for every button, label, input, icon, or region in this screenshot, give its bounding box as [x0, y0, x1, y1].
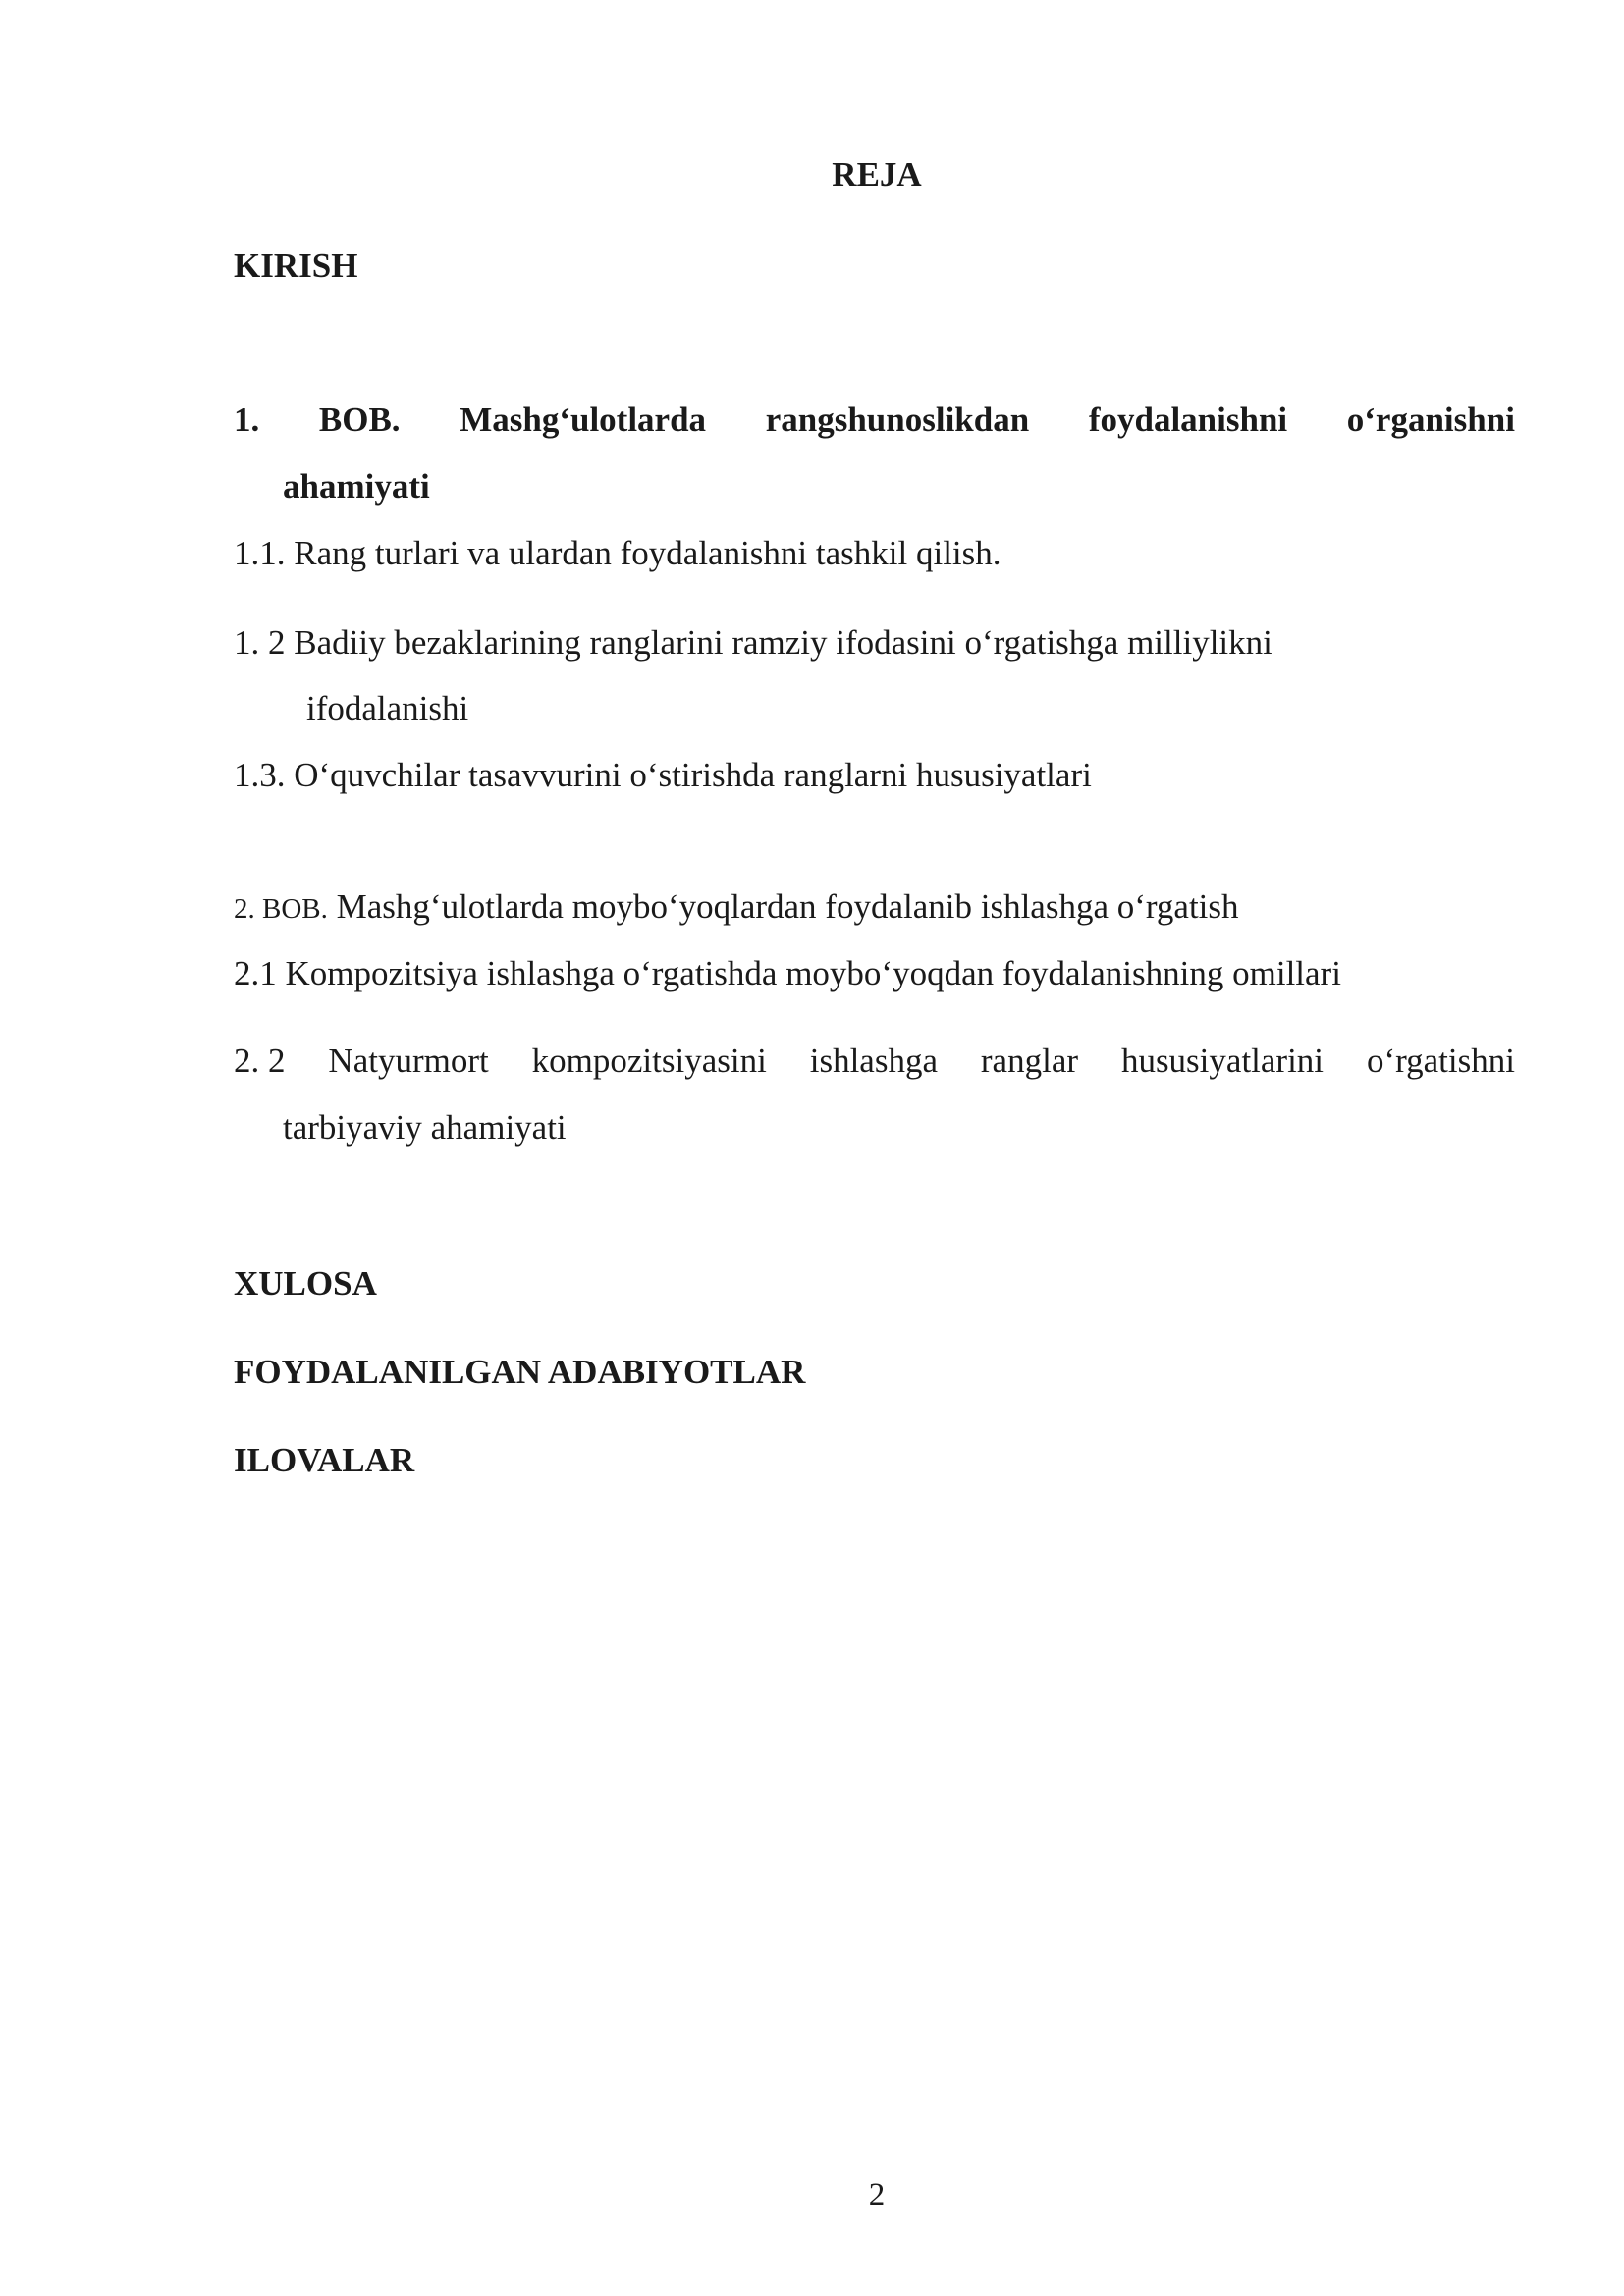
chapter1-word: rangshunoslikdan — [765, 400, 1030, 439]
toc-item-1-2-continuation: ifodalanishi — [306, 689, 469, 727]
page-number: 2 — [868, 2177, 886, 2213]
toc-item-2-2-word: ranglar — [980, 1041, 1079, 1080]
chapter2-title: Mashgʻulotlarda moyboʻyoqlardan foydalanib ishlashga oʻrgatish — [336, 887, 1239, 926]
chapter2-prefix: 2. BOB. — [234, 893, 328, 925]
toc-item-1-2: 1. 2 Badiiy bezaklarining ranglarini ramziy ifodasini oʻrgatishga milliylikni — [234, 623, 1272, 662]
intro-heading: KIRISH — [234, 246, 358, 285]
chapter1-word: BOB. — [318, 400, 401, 439]
toc-item-2-2 — [234, 1043, 1515, 1078]
toc-item-2-2-word: hususiyatlarini — [1120, 1041, 1325, 1080]
toc-item-2-2-word: Natyurmort — [328, 1041, 489, 1080]
toc-item-2-2-word: kompozitsiyasini — [531, 1041, 767, 1080]
toc-item-2-2-word: oʻrgatishni — [1366, 1041, 1515, 1080]
appendices-heading: ILOVALAR — [234, 1441, 415, 1479]
toc-item-1-3: 1.3. Oʻquvchilar tasavvurini oʻstirishda ranglarni hususiyatlari — [234, 756, 1092, 794]
chapter1-word: oʻrganishni — [1346, 400, 1515, 439]
chapter2-heading — [234, 889, 1239, 924]
chapter1-word: Mashgʻulotlarda — [460, 400, 707, 439]
chapter1-heading — [234, 402, 1515, 437]
chapter1-word: foydalanishni — [1088, 400, 1288, 439]
toc-item-2-2-continuation: tarbiyaviy ahamiyati — [283, 1108, 567, 1147]
page-title: REJA — [832, 155, 922, 193]
toc-item-1-1: 1.1. Rang turlari va ulardan foydalanishni tashkil qilish. — [234, 534, 1001, 572]
chapter1-heading-continuation: ahamiyati — [283, 467, 430, 506]
toc-item-2-2-word: ishlashga — [809, 1041, 938, 1080]
conclusion-heading: XULOSA — [234, 1264, 377, 1303]
references-heading: FOYDALANILGAN ADABIYOTLAR — [234, 1353, 806, 1391]
toc-item-2-1: 2.1 Kompozitsiya ishlashga oʻrgatishda moyboʻyoqdan foydalanishning omillari — [234, 954, 1341, 992]
chapter1-word: 1. — [234, 400, 260, 439]
toc-item-2-2-word: 2. 2 — [234, 1041, 286, 1080]
